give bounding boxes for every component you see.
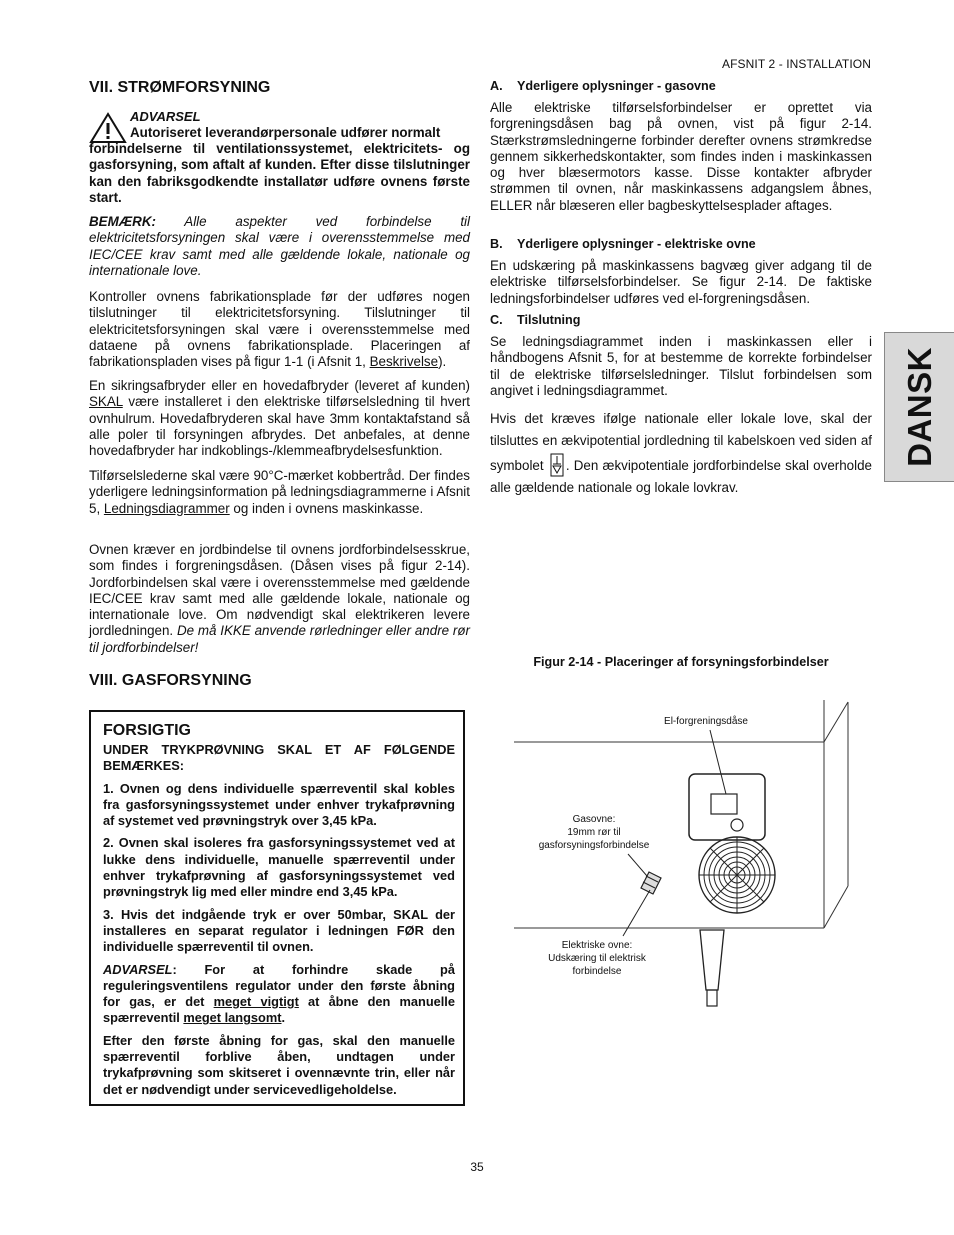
label-electric-line-1: Elektriske ovne: (561, 940, 633, 951)
subsection-c-title (490, 313, 872, 327)
paragraph-text: Tilførselslederne skal være 90°C-mærket kobbertråd. Der findes yderligere ledningsinformation på ledningsdiagrammerne i Afsnit 5, (89, 468, 470, 516)
subsection-letter: C. (490, 313, 503, 327)
advarsel-label: ADVARSEL (103, 961, 173, 977)
advarsel-emphasis: meget vigtigt (213, 994, 299, 1010)
paragraph-text: ). (438, 354, 447, 370)
advarsel-text: . (281, 1010, 286, 1026)
caution-item-2: 2. Ovnen skal isoleres fra gasforsyningssystemet ved at lukke dens individuelle, manuelle spærreventil under enhver trykafprøvning af gasforsyningssystemet ved prøvningstryk lig med eller mindre end 3,45 kPa. (103, 835, 455, 900)
note-paragraph (89, 214, 470, 279)
label-junction-box: El-forgreningsdåse (664, 716, 748, 727)
caution-box (89, 710, 465, 1106)
electric-leader-line (623, 890, 650, 936)
paragraph-text: . Den ækvipotentiale jordforbindelse skal overholde alle gældende nationale og lokale lovkrav. (490, 457, 872, 496)
caution-advarsel (103, 962, 455, 1027)
subsection-title-text: Yderligere oplysninger - elektriske ovne (517, 237, 756, 251)
paragraph-text: være installeret i den elektriske tilførselsledning til hvert ovnhulrum. Hovedafbryderen skal have 3mm kontaktafstand så alle poler til forsyningen afbrydes. Det anbefales, at denne hovedafbryder har indkoblings-/klemmeafbrydelsesfunktion. (89, 394, 470, 459)
language-tab (884, 332, 954, 482)
subsection-c-text: Se ledningsdiagrammet inden i maskinkassen eller i håndbogens Afsnit 5, for at bestemme de korrekte forbindelser til de elektriske tilførselsledninger. Tilslut forbindelsen som angivet i ledningsdiagrammet. (490, 334, 872, 398)
label-electric-line-3: forbindelse (572, 966, 622, 977)
caution-subtitle: UNDER TRYKPRØVNING SKAL ET AF FØLGENDE BEMÆRKES: (103, 742, 455, 774)
junction-leader-line (710, 730, 726, 794)
caution-item-1: 1. Ovnen og dens individuelle spærreventil skal kobles fra gasforsyningssystemet under enhver trykafprøvning af systemet ved prøvningstryk over 3,45 kPa. (103, 780, 455, 829)
subsection-letter: A. (490, 79, 503, 93)
label-electric-line-2: Udskæring til elektrisk (548, 953, 646, 964)
subsection-title-text: Yderligere oplysninger - gasovne (517, 79, 716, 93)
cabinet-side-edge (824, 702, 848, 742)
junction-box-knockout (731, 819, 743, 831)
note-text: Alle aspekter ved forbindelse til elektricitetsforsyningen skal være i overensstemmelse med IEC/CEE krav samt med alle gældende lokale, nationale og internationale love. (89, 214, 470, 278)
subsection-letter: B. (490, 237, 503, 251)
fan-guard-icon (699, 837, 775, 913)
paragraph-text: En sikringsafbryder eller en hovedafbryder (leveret af kunden) (89, 378, 470, 393)
subsection-title-text: Tilslutning (517, 313, 581, 327)
advarsel-text: : For at forhindre skade på reguleringsventilens regulator under den første åbning for gas, er det (103, 961, 455, 1010)
warning-line1: Autoriseret leverandørpersonale udfører normalt (130, 125, 441, 140)
section-header: AFSNIT 2 - INSTALLATION (722, 57, 871, 71)
gas-leader-line (628, 854, 647, 876)
subsection-b-title (490, 237, 872, 251)
equipotential-symbol-icon (550, 453, 564, 477)
paragraph-grounding (89, 542, 470, 656)
advarsel-emphasis: meget langsomt (183, 1010, 282, 1026)
supply-connections-figure (490, 690, 872, 1020)
section-viii-title: VIII. GASFORSYNING (89, 672, 252, 689)
cabinet-side-bottom-edge (824, 886, 848, 928)
subsection-b-text: En udskæring på maskinkassens bagvæg giver adgang til de elektriske tilførselsforbindelser. Se figur 2-14. De faktiske ledningsforbindelser udføres ved el-forgreningsdåsen. (490, 258, 872, 306)
wiring-diagrams-link[interactable]: Ledningsdiagrammer (103, 500, 230, 516)
oven-leg (700, 930, 724, 1006)
junction-box-window (711, 794, 737, 814)
junction-box (689, 774, 765, 840)
description-link[interactable]: Beskrivelse (369, 354, 439, 370)
subsection-c-text-2 (490, 408, 872, 500)
paragraph-conductors (89, 468, 470, 517)
subsection-a-title (490, 79, 872, 93)
language-tab-label: DANSK (900, 347, 938, 467)
paragraph-main-switch (89, 378, 470, 459)
label-gas-line-3: gasforsyningsforbindelse (538, 840, 650, 851)
caution-title: FORSIGTIG (103, 722, 191, 739)
paragraph-italic-text: De må IKKE anvende rørledninger eller andre rør til jordforbindelser! (89, 623, 470, 655)
label-gas-line-1: Gasovne: (572, 814, 616, 825)
advarsel-text: at åbne den manuelle spærreventil (103, 994, 455, 1026)
caution-item-3: 3. Hvis det indgående tryk er over 50mbar, SKAL der installeres en separat regulator i ledningen FØR den individuelle spærreventil til ovnen. (103, 906, 455, 955)
section-vii-title: VII. STRØMFORSYNING (89, 79, 271, 96)
page-number: 35 (470, 1160, 484, 1174)
caution-final: Efter den første åbning for gas, skal den manuelle spærreventil forblive åben, undtagen under trykafprøvning som skitseret i ovennævnte trin, eller når det er nødvendigt under servicevedligeholdelse. (103, 1032, 455, 1097)
gas-pipe-icon (641, 872, 661, 894)
warning-title: ADVARSEL (130, 109, 201, 124)
label-gas-line-2: 19mm rør til (567, 827, 621, 838)
warning-triangle-icon (89, 112, 127, 144)
paragraph-text: Kontroller ovnens fabrikationsplade før der udføres nogen tilslutninger til elektricitetsforsyning. Tilslutninger til elektricitetsforsyningen skal være i overensstemmelse med dataene på ovnens fabrikationsplade. Placeringen af fabrikationspladen vises på figur 1-1 (i Afsnit 1, (89, 289, 470, 370)
paragraph-text: Hvis det kræves ifølge nationale eller lokale love, skal der tilsluttes en ækvipotential jordledning til kabelskoen ved siden af symbolet (490, 411, 872, 473)
paragraph-text: Ovnen kræver en jordbindelse til ovnens jordforbindelsesskrue, som findes i forgreningsdåsen. (Dåsen vises på figur 2-14). Jordforbindelsen skal være i overensstemmelse med gældende IEC/CEE krav samt med alle gældende lokale, nationale og internationale love. Om nødvendigt skal elektrikeren levere jordledningen. (89, 542, 470, 639)
emphasis-text: SKAL (89, 394, 123, 410)
subsection-a-text: Alle elektriske tilførselsforbindelser er oprettet via forgreningsdåsen bag på ovnen, vist på figur 2-14. Stærkstrømsledningerne forbinder derefter ovnens strømkredse gennem sikkerhedskontakter, som findes inden i maskinkassen og hver blæsermotors kasse. Disse kontakter afbryder strømmen til ovnen, når maskinkassens adgangslem åbnes, ELLER når blæseren eller bagbeskyttelsesplader aftages. (490, 100, 872, 213)
warning-text: forbindelserne til ventilationssystemet, elektricitets- og gasforsyning, som aftalt af kunden. Efter disse tilslutninger kan den fabriksgodkendte installatør udføre ovnens første start. (89, 141, 470, 205)
figure-caption: Figur 2-14 - Placeringer af forsyningsforbindelser (533, 655, 829, 669)
paragraph-rating-plate (89, 289, 470, 370)
paragraph-text: og inden i ovnens maskinkasse. (229, 500, 424, 516)
note-label: BEMÆRK: (89, 214, 156, 229)
